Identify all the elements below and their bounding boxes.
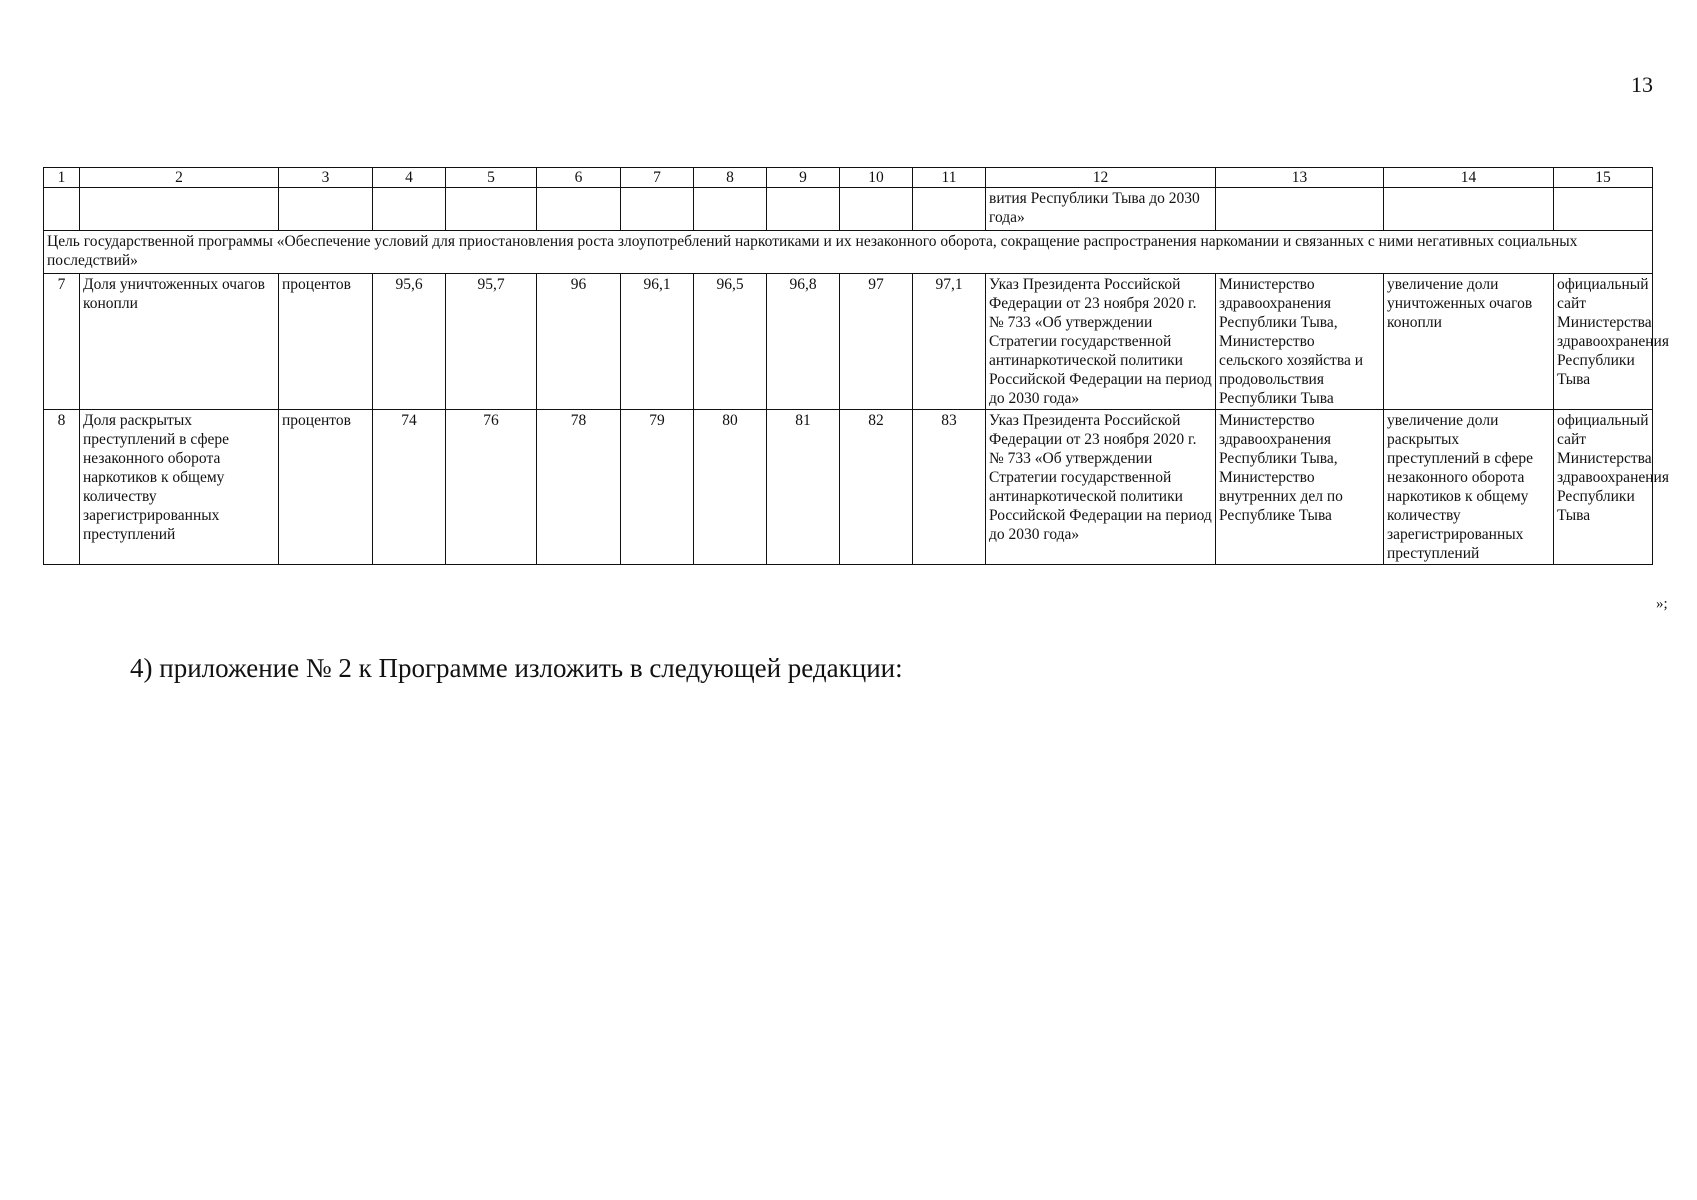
basis-cell: Указ Президента Российской Федерации от 23 ноября 2020 г. № 733 «Об утверждении Стратегии государственной антинаркотической политики Российской Федерации на период до 2030 года» [986, 274, 1216, 410]
value-cell: 79 [621, 410, 694, 565]
value-cell: 82 [840, 410, 913, 565]
amendment-paragraph: 4) приложение № 2 к Программе изложить в следующей редакции: [130, 653, 903, 683]
indicators-table [43, 167, 1669, 565]
value-cell: 96,5 [694, 274, 767, 410]
row-number: 7 [44, 274, 80, 410]
value-cell: 83 [913, 410, 986, 565]
result-cell: увеличение доли раскрытых преступлений в сфере незаконного оборота наркотиков к общему количеству зарегистрированных преступлений [1384, 410, 1554, 565]
header-cell: 7 [621, 168, 694, 188]
source-cell: официальный сайт Министерства здравоохранения Республики Тыва [1554, 410, 1653, 565]
header-cell: 13 [1216, 168, 1384, 188]
row-number: 8 [44, 410, 80, 565]
header-row [44, 168, 1653, 188]
goal-row [44, 231, 1653, 274]
continuation-row [44, 188, 1653, 231]
table-row [44, 410, 1653, 565]
header-cell: 8 [694, 168, 767, 188]
source-cell: официальный сайт Министерства здравоохранения Республики Тыва [1554, 274, 1653, 410]
header-cell: 15 [1554, 168, 1653, 188]
value-cell: 97,1 [913, 274, 986, 410]
value-cell: 95,6 [373, 274, 446, 410]
closing-quote: »; [1656, 596, 1668, 612]
unit-cell: процентов [279, 274, 373, 410]
value-cell: 76 [446, 410, 537, 565]
header-cell: 4 [373, 168, 446, 188]
indicator-name: Доля раскрытых преступлений в сфере незаконного оборота наркотиков к общему количеству зарегистрированных преступлений [80, 410, 279, 565]
header-cell: 10 [840, 168, 913, 188]
value-cell: 80 [694, 410, 767, 565]
value-cell: 96 [537, 274, 621, 410]
header-cell: 3 [279, 168, 373, 188]
header-cell: 12 [986, 168, 1216, 188]
header-cell: 6 [537, 168, 621, 188]
indicator-name: Доля уничтоженных очагов конопли [80, 274, 279, 410]
header-cell: 2 [80, 168, 279, 188]
value-cell: 78 [537, 410, 621, 565]
header-cell: 5 [446, 168, 537, 188]
header-cell: 9 [767, 168, 840, 188]
header-cell: 14 [1384, 168, 1554, 188]
responsible-cell: Министерство здравоохранения Республики Тыва, Министерство сельского хозяйства и продовольствия Республики Тыва [1216, 274, 1384, 410]
continuation-cell: вития Республики Тыва до 2030 года» [986, 188, 1216, 231]
goal-cell: Цель государственной программы «Обеспечение условий для приостановления роста злоупотреблений наркотиками и их незаконного оборота, сокращение распространения наркомании и связанных с ними негативных социальных последствий» [44, 231, 1653, 274]
unit-cell: процентов [279, 410, 373, 565]
header-cell: 11 [913, 168, 986, 188]
responsible-cell: Министерство здравоохранения Республики Тыва, Министерство внутренних дел по Республике Тыва [1216, 410, 1384, 565]
value-cell: 96,1 [621, 274, 694, 410]
value-cell: 95,7 [446, 274, 537, 410]
header-cell: 1 [44, 168, 80, 188]
value-cell: 74 [373, 410, 446, 565]
basis-cell: Указ Президента Российской Федерации от 23 ноября 2020 г. № 733 «Об утверждении Стратегии государственной антинаркотической политики Российской Федерации на период до 2030 года» [986, 410, 1216, 565]
table-row [44, 274, 1653, 410]
result-cell: увеличение доли уничтоженных очагов конопли [1384, 274, 1554, 410]
value-cell: 81 [767, 410, 840, 565]
page-number: 13 [1631, 72, 1653, 97]
value-cell: 97 [840, 274, 913, 410]
value-cell: 96,8 [767, 274, 840, 410]
